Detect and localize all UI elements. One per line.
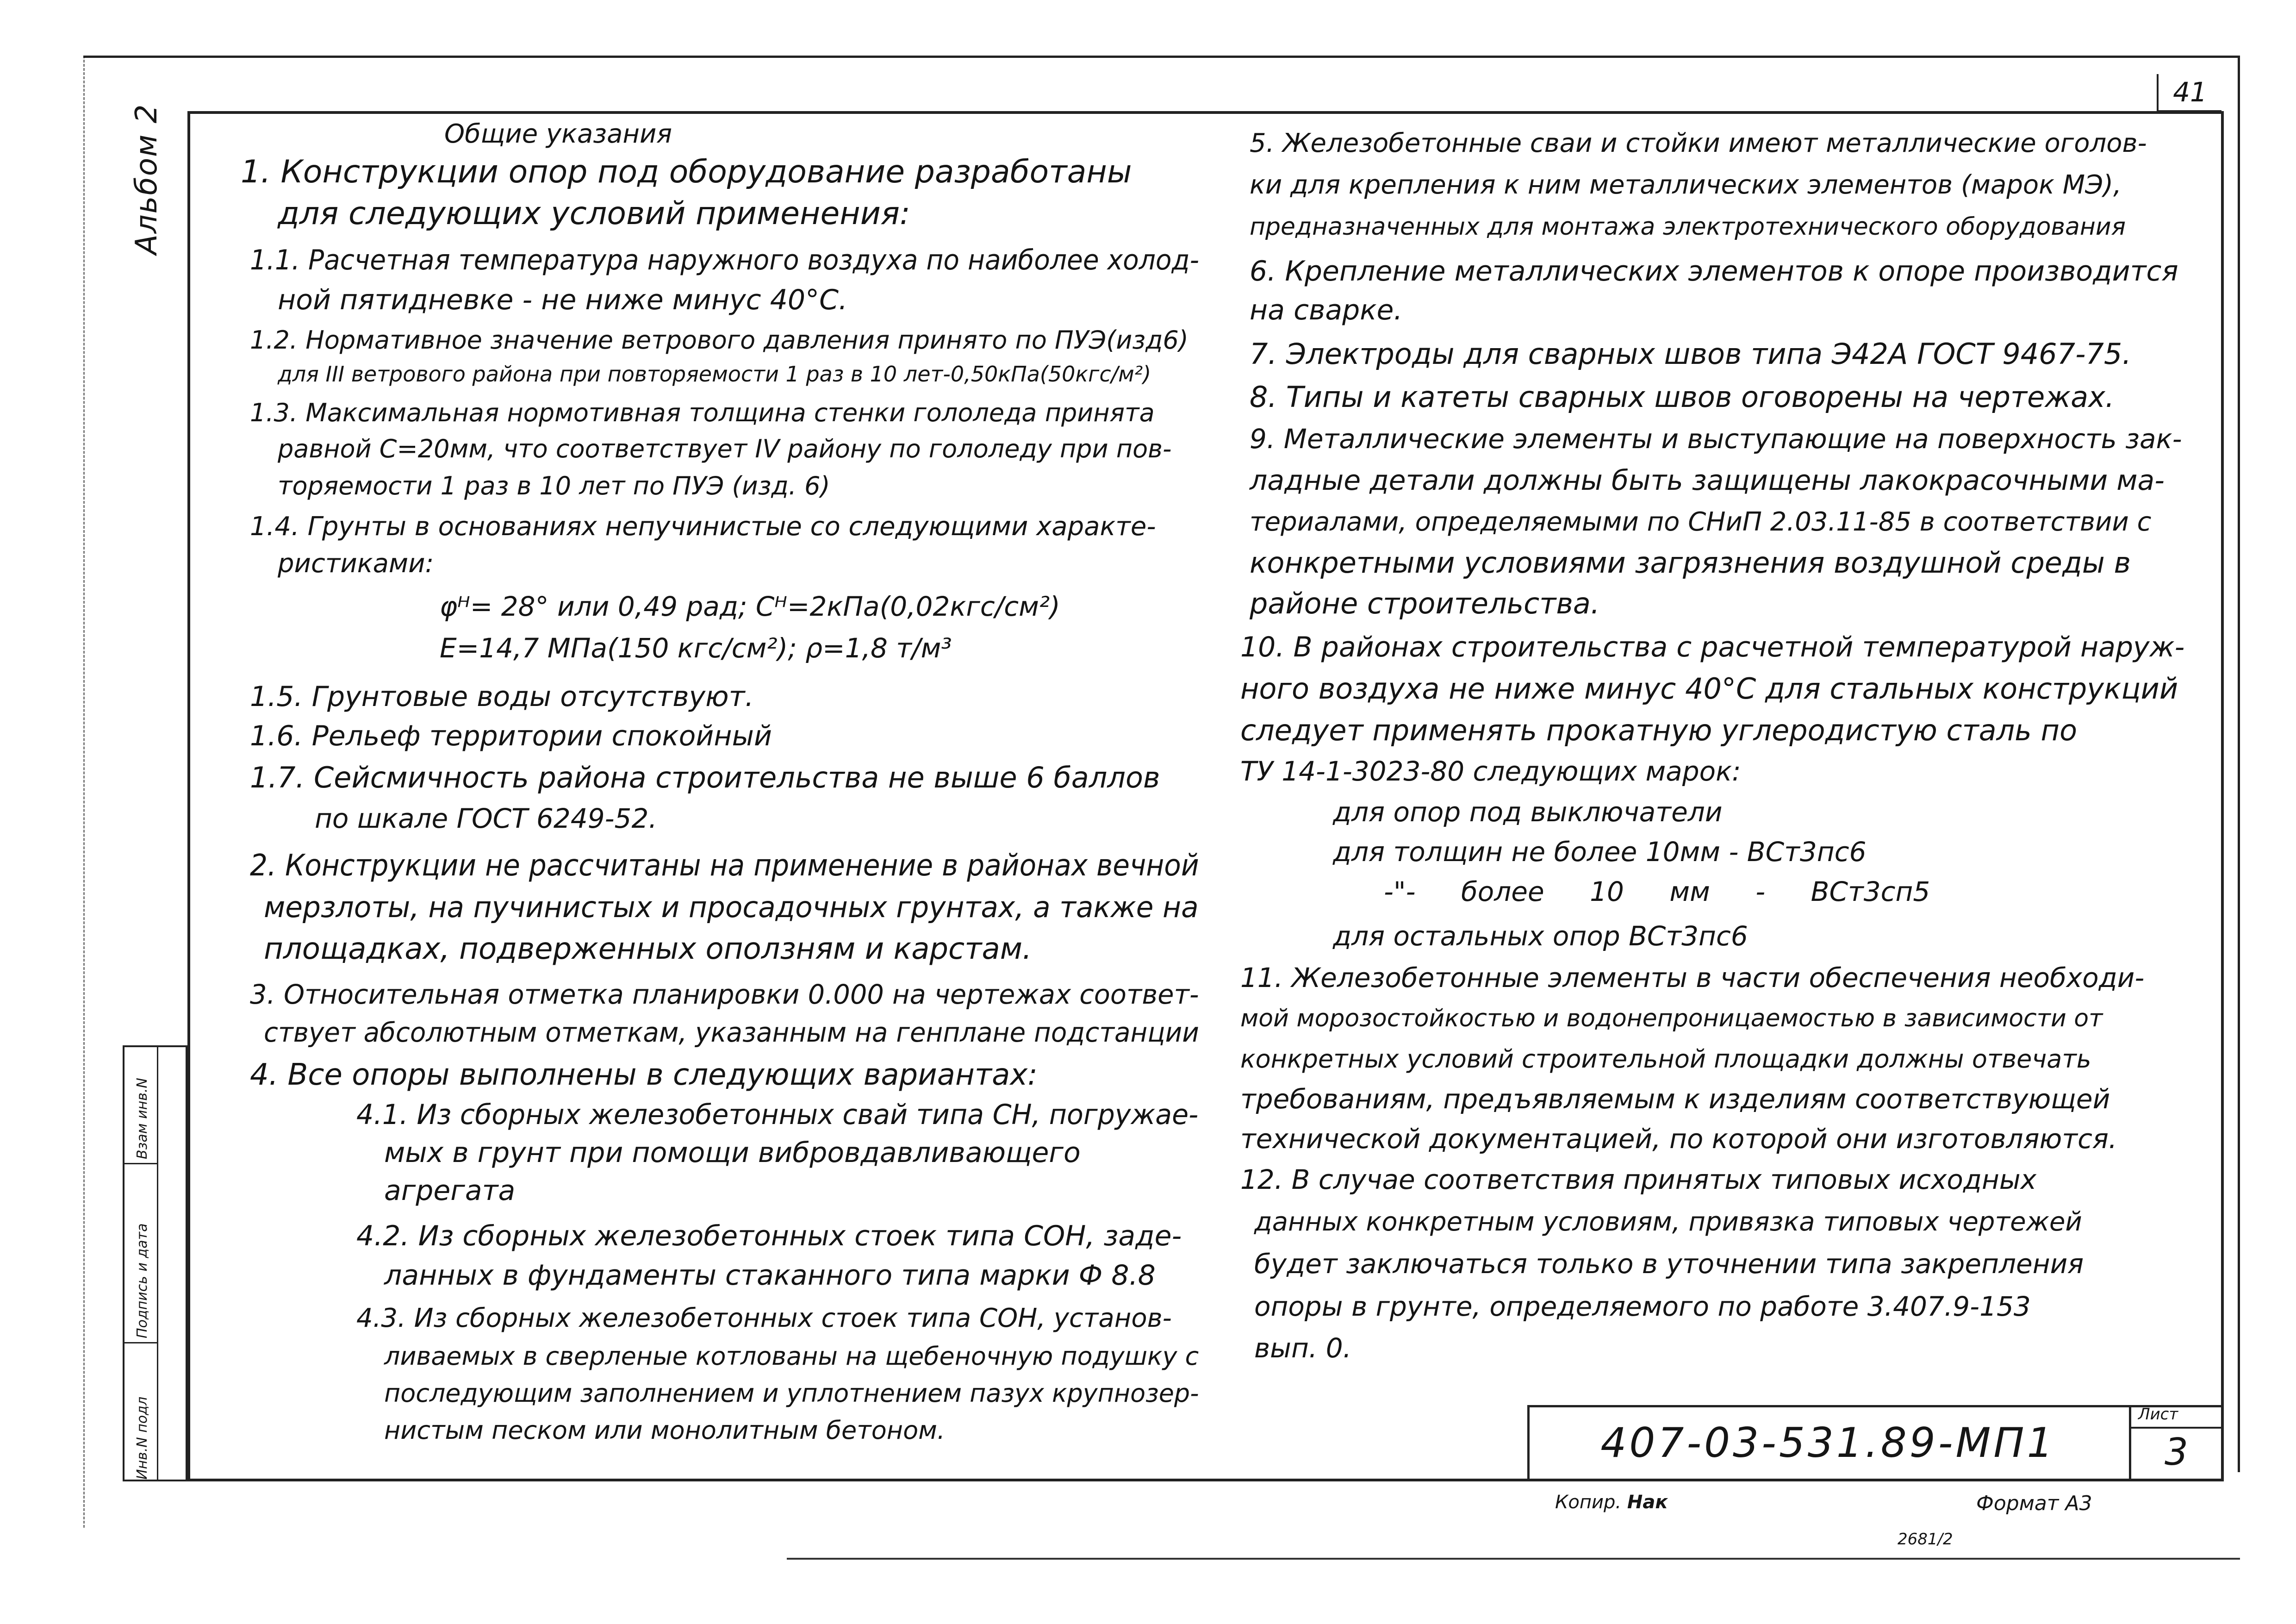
section-heading: Общие указания [444,119,672,149]
text-line: 1.5. Грунтовые воды отсутствуют. [250,681,754,713]
text-line: ливаемых в сверленые котлованы на щебеночную подушку с [384,1342,1199,1371]
text-line: для следующих условий применения: [278,195,910,232]
text-line: 11. Железобетонные элементы в части обеспечения необходи- [1240,962,2145,993]
text-line: районе строительства. [1250,587,1600,620]
text-line: 4.3. Из сборных железобетонных стоек типа СОН, установ- [356,1303,1172,1333]
text-line: 4. Все опоры выполнены в следующих вариантах: [250,1058,1038,1092]
text-line: требованиям, предъявляемым к изделиям соответствующей [1240,1083,2110,1115]
stamp-divider [157,1047,158,1480]
format-label: Формат А3 [1976,1492,2092,1515]
text-line: нистым песком или монолитным бетоном. [384,1416,946,1445]
text-line: -"- более 10 мм - ВСт3сп5 [1384,876,1930,907]
text-line: равной С=20мм, что соответствует IV району по гололеду при пов- [278,434,1172,463]
text-line: агрегата [384,1174,516,1207]
text-line: на сварке. [1250,294,1403,326]
text-line: площадках, подверженных оползням и карстам. [264,932,1032,966]
stamp-label-replace: Взам инв.N [134,1078,150,1159]
text-line: ладные детали должны быть защищены лакокрасочными ма- [1250,464,2165,497]
formula-line: Е=14,7 МПа(150 кгс/см²); ρ=1,8 т/м³ [440,632,952,664]
text-line: ки для крепления к ним металлических элементов (марок МЭ), [1250,170,2122,200]
text-line: для остальных опор ВСт3пс6 [1333,920,1748,952]
copy-label [1555,1492,1668,1513]
text-line: для толщин не более 10мм - ВСт3пс6 [1333,836,1867,868]
text-line: 1.7. Сейсмичность района строительства не выше 6 баллов [250,761,1160,794]
stamp-label-inv: Инв.N подл [134,1396,150,1480]
formula-line: φᴴ= 28° или 0,49 рад; Сᴴ=2кПа(0,02кгс/см²) [440,591,1060,622]
text-line: 1.2. Нормативное значение ветрового давления принято по ПУЭ(изд6) [250,325,1188,355]
corner-sheet-box [2157,74,2221,112]
text-line: конкретными условиями загрязнения воздушной среды в [1250,546,2131,580]
text-line: ристиками: [278,549,434,579]
corner-sheet-number: 41 [2173,76,2207,108]
text-line: 6. Крепление металлических элементов к опоре производится [1250,255,2178,287]
text-line: будет заключаться только в уточнении типа закрепления [1254,1248,2084,1280]
text-line: ной пятидневке - не ниже минус 40°С. [278,284,848,316]
text-line: мерзлоты, на пучинистых и просадочных грунтах, а также на [264,890,1199,924]
text-line: 1.3. Максимальная нормотивная толщина стенки гололеда принята [250,398,1155,427]
text-line: технической документацией, по которой они изготовляются. [1240,1123,2117,1155]
text-line: опоры в грунте, определяемого по работе 3.407.9-153 [1254,1291,2031,1322]
text-line: мой морозостойкостью и водонепроницаемостью в зависимости от [1240,1005,2103,1032]
text-line: 7. Электроды для сварных швов типа Э42А ГОСТ 9467-75. [1250,337,2132,371]
stamp-label-signature: Подпись и дата [134,1223,150,1338]
text-line: ного воздуха не ниже минус 40°С для стальных конструкций [1240,672,2178,706]
stamp-cell-replace [124,1047,157,1163]
text-line: 4.1. Из сборных железобетонных свай типа СН, погружае- [356,1099,1199,1131]
album-label-area [102,103,171,282]
text-line: конкретных условий строительной площадки должны отвечать [1240,1044,2091,1074]
text-line: следует применять прокатную углеродистую сталь по [1240,713,2078,747]
text-line: териалами, определяемыми по СНиП 2.03.11-85 в соответствии с [1250,507,2152,537]
text-line: для опор под выключатели [1333,796,1723,828]
text-line: 1.1. Расчетная температура наружного воздуха по наиболее холод- [250,244,1200,276]
copy-label-text: Копир. [1555,1492,1622,1513]
text-line: 1.6. Рельеф территории спокойный [250,720,772,752]
text-line: ланных в фундаменты стаканного типа марки Ф 8.8 [384,1259,1156,1292]
text-line: торяемости 1 раз в 10 лет по ПУЭ (изд. 6) [278,471,830,500]
document-code: 407-03-531.89-МП1 [1600,1419,2056,1467]
text-line: ТУ 14-1-3023-80 следующих марок: [1240,756,1741,787]
text-line: 1. Конструкции опор под оборудование разработаны [241,154,1132,190]
text-line: 9. Металлические элементы и выступающие на поверхность зак- [1250,423,2182,455]
archive-number: 2681/2 [1898,1530,1953,1549]
text-line: 2. Конструкции не рассчитаны на применение в районах вечной [250,849,1199,883]
text-line: 5. Железобетонные сваи и стойки имеют металлические оголов- [1250,128,2147,158]
text-line: 3. Относительная отметка планировки 0.000 на чертежах соответ- [250,979,1199,1010]
album-label: Альбом 2 [130,103,164,255]
text-line: мых в грунт при помощи вибровдавливающего [384,1137,1081,1169]
bottom-rule [787,1558,2240,1560]
text-line: 1.4. Грунты в основаниях непучинистые со следующими характе- [250,512,1156,542]
sheet-label: Лист [2138,1405,2178,1424]
stamp-strip [123,1045,187,1481]
text-line: 10. В районах строительства с расчетной температурой наруж- [1240,631,2185,663]
text-line: предназначенных для монтажа электротехнического оборудования [1250,213,2126,241]
text-line: данных конкретным условиям, привязка типовых чертежей [1254,1207,2082,1237]
text-line: последующим заполнением и уплотнением пазух крупнозер- [384,1379,1199,1408]
text-line: 4.2. Из сборных железобетонных стоек типа СОН, заде- [356,1220,1182,1252]
text-line: для III ветрового района при повторяемости 1 раз в 10 лет-0,50кПа(50кгс/м²) [278,362,1151,387]
text-line: 12. В случае соответствия принятых типовых исходных [1240,1164,2037,1195]
copy-signature: Нак [1627,1492,1668,1513]
sheet-number: 3 [2165,1430,2188,1474]
text-line: ствует абсолютным отметкам, указанным на генплане подстанции [264,1017,1199,1048]
text-line: по шкале ГОСТ 6249-52. [315,803,657,834]
text-line: 8. Типы и катеты сварных швов оговорены на чертежах. [1250,380,2115,414]
text-line: вып. 0. [1254,1332,1352,1364]
stamp-cell-inv [124,1343,157,1483]
sheet-divider [2129,1427,2224,1429]
stamp-cell-signature [124,1163,157,1343]
